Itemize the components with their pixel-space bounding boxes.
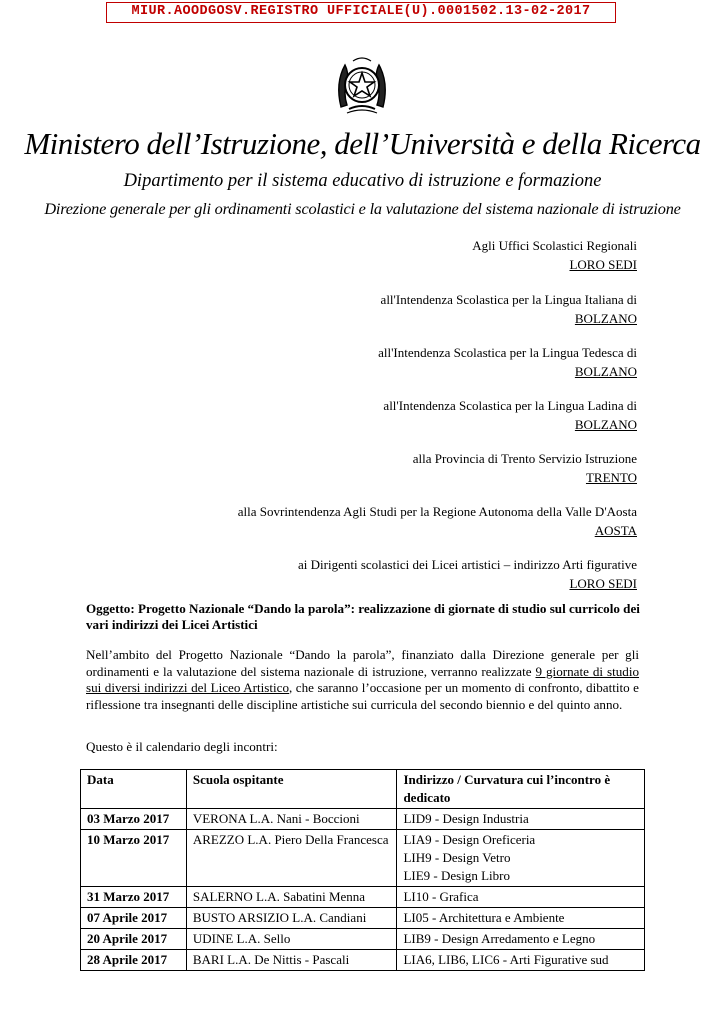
- recipient-line: alla Provincia di Trento Servizio Istruzione: [412, 451, 637, 466]
- recipient-block: [378, 343, 637, 381]
- body-text-underlined: 9 giornate di studio sui diversi indirizzi del Liceo Artistico: [86, 663, 640, 696]
- school-cell: SALERNO L.A. Sabatini Menna: [186, 887, 397, 908]
- body-text: Nell’ambito del Progetto Nazionale “Dando la parola”, finanziato dalla Direzione generale per gli ordinamenti e la valutazione del sistema nazionale di istruzione, verranno realizzate: [86, 647, 639, 679]
- recipient-block: [238, 502, 637, 540]
- date-cell: 07 Aprile 2017: [81, 908, 187, 929]
- republic-emblem-icon: [333, 53, 391, 117]
- subject-line: Oggetto: Progetto Nazionale “Dando la parola”: realizzazione di giornate di studio sul curricolo dei vari indirizzi dei Licei Artistici: [86, 601, 640, 632]
- recipient-location: LORO SEDI: [569, 257, 637, 272]
- body-paragraph: [86, 647, 639, 713]
- column-header: Indirizzo / Curvatura cui l’incontro è dedicato: [397, 770, 645, 809]
- table-row: [81, 830, 645, 887]
- topic-line: LIA6, LIB6, LIC6 - Arti Figurative sud: [403, 952, 609, 967]
- body-text: , che saranno l’occasione per un momento di confronto, dibattito e riflessione tra insegnanti delle discipline artistiche sui curricula del secondo biennio e del quinto anno.: [86, 680, 639, 712]
- topic-cell: [397, 887, 645, 908]
- topic-cell: [397, 950, 645, 971]
- column-header: Scuola ospitante: [186, 770, 397, 809]
- table-row: [81, 809, 645, 830]
- recipient-location: AOSTA: [594, 523, 637, 538]
- table-row: [81, 887, 645, 908]
- recipient-line: all'Intendenza Scolastica per la Lingua Italiana di: [380, 292, 637, 307]
- topic-line: LID9 - Design Industria: [403, 811, 529, 826]
- department-title: Dipartimento per il sistema educativo di istruzione e formazione: [123, 171, 602, 191]
- recipient-line: ai Dirigenti scolastici dei Licei artistici – indirizzo Arti figurative: [298, 557, 637, 572]
- recipient-block: [298, 555, 637, 593]
- recipient-location: BOLZANO: [574, 311, 637, 326]
- topic-cell: [397, 809, 645, 830]
- recipient-block: [472, 236, 637, 274]
- table-row: [81, 929, 645, 950]
- recipient-line: alla Sovrintendenza Agli Studi per la Regione Autonoma della Valle D'Aosta: [237, 504, 637, 519]
- date-cell: 03 Marzo 2017: [81, 809, 187, 830]
- recipient-block: [381, 290, 637, 328]
- date-cell: 28 Aprile 2017: [81, 950, 187, 971]
- topic-line: LIE9 - Design Libro: [403, 868, 510, 883]
- recipient-location: BOLZANO: [574, 364, 637, 379]
- recipient-line: all'Intendenza Scolastica per la Lingua Tedesca di: [378, 345, 637, 360]
- topic-line: LIB9 - Design Arredamento e Legno: [403, 931, 596, 946]
- table-header-row: [81, 770, 645, 809]
- topic-line: LIA9 - Design Oreficeria: [403, 832, 536, 847]
- calendar-intro: Questo è il calendario degli incontri:: [86, 739, 278, 754]
- recipient-block: [383, 396, 637, 434]
- table-row: [81, 908, 645, 929]
- protocol-stamp: MIUR.AOODGOSV.REGISTRO UFFICIALE(U).0001502.13-02-2017: [106, 2, 616, 23]
- school-cell: VERONA L.A. Nani - Boccioni: [186, 809, 397, 830]
- recipient-location: LORO SEDI: [569, 576, 637, 591]
- calendar-table: [80, 769, 645, 971]
- school-cell: BUSTO ARSIZIO L.A. Candiani: [186, 908, 397, 929]
- topic-cell: [397, 929, 645, 950]
- date-cell: 20 Aprile 2017: [81, 929, 187, 950]
- topic-cell: [397, 830, 645, 887]
- directorate-title: Direzione generale per gli ordinamenti scolastici e la valutazione del sistema nazionale di istruzione: [44, 199, 681, 218]
- recipient-block: [413, 449, 637, 487]
- recipient-line: Agli Uffici Scolastici Regionali: [472, 238, 637, 253]
- school-cell: AREZZO L.A. Piero Della Francesca: [186, 830, 397, 887]
- table-row: [81, 950, 645, 971]
- date-cell: 31 Marzo 2017: [81, 887, 187, 908]
- date-cell: 10 Marzo 2017: [81, 830, 187, 887]
- school-cell: UDINE L.A. Sello: [186, 929, 397, 950]
- topic-cell: [397, 908, 645, 929]
- school-cell: BARI L.A. De Nittis - Pascali: [186, 950, 397, 971]
- topic-line: LI10 - Grafica: [403, 889, 479, 904]
- topic-line: LI05 - Architettura e Ambiente: [403, 910, 565, 925]
- topic-line: LIH9 - Design Vetro: [403, 850, 511, 865]
- recipient-location: TRENTO: [585, 470, 637, 485]
- column-header: Data: [81, 770, 187, 809]
- recipient-location: BOLZANO: [574, 417, 637, 432]
- ministry-title: Ministero dell’Istruzione, dell’Università e della Ricerca: [24, 126, 701, 161]
- recipient-line: all'Intendenza Scolastica per la Lingua Ladina di: [383, 398, 637, 413]
